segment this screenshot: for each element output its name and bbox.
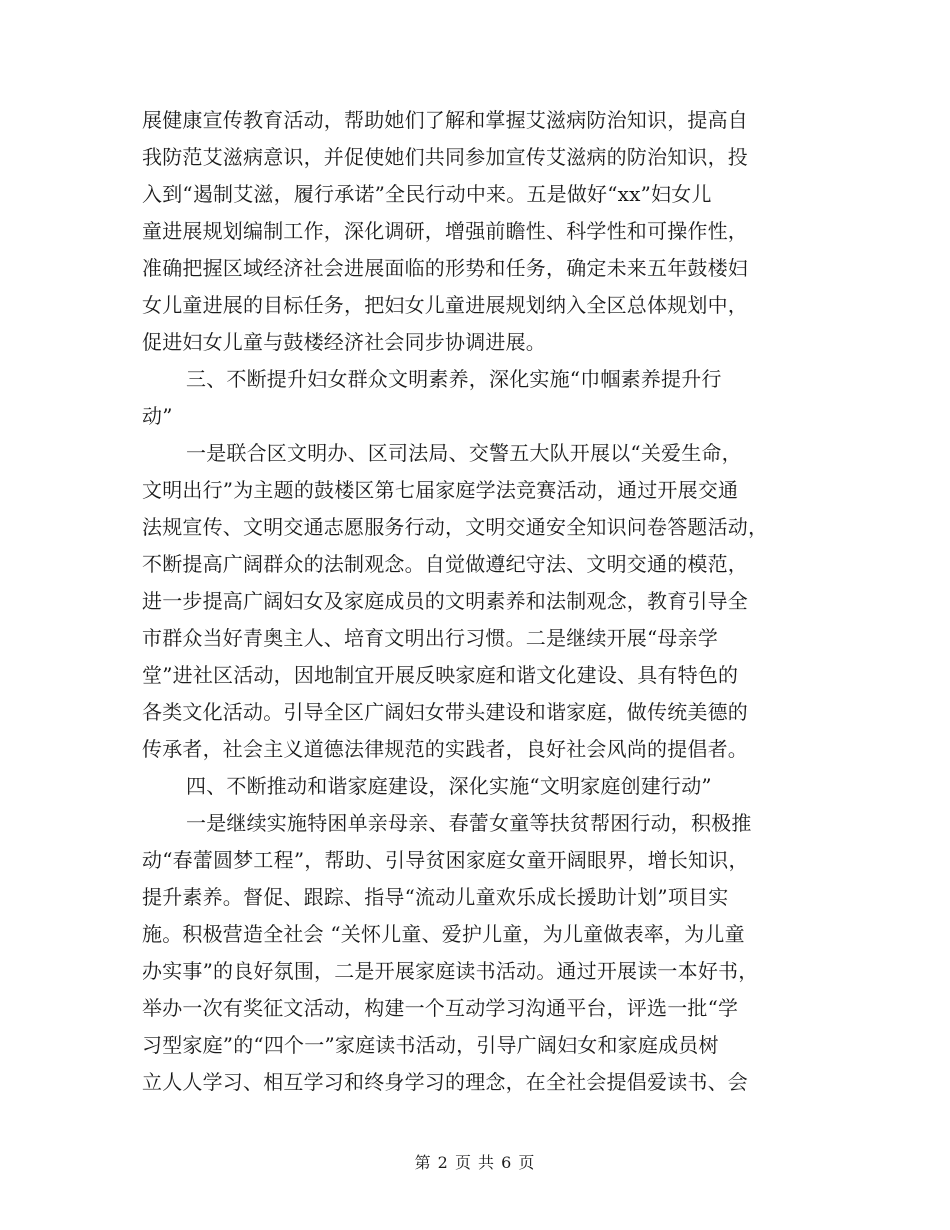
text-line: 办实事”的良好氛围，二是开展家庭读书活动。通过开展读一本好书， [142, 959, 759, 983]
section-heading-continued: 动” [142, 404, 173, 428]
text-line: 各类文化活动。引导全区广阔妇女带头建设和谐家庭，做传统美德的 [142, 700, 748, 724]
text-line: 市群众当好青奥主人、培育文明出行习惯。二是继续开展“母亲学 [142, 626, 719, 650]
section-heading: 三、不断提升妇女群众文明素养，深化实施“巾帼素养提升行 [186, 367, 722, 391]
page-number-footer: 第 2 页 共 6 页 [414, 1153, 536, 1172]
text-line: 立人人学习、相互学习和终身学习的理念，在全社会提倡爱读书、会 [142, 1070, 748, 1094]
text-line: 法规宣传、文明交通志愿服务行动，文明交通安全知识问卷答题活动， [142, 515, 769, 539]
text-line: 施。积极营造全社会 “关怀儿童、爱护儿童，为儿童做表率，为儿童 [142, 922, 745, 946]
text-line: 文明出行”为主题的鼓楼区第七届家庭学法竞赛活动，通过开展交通 [142, 478, 739, 502]
document-body [142, 102, 802, 1101]
text-line: 准确把握区域经济社会进展面临的形势和任务，确定未来五年鼓楼妇 [142, 256, 748, 280]
text-line: 女儿童进展的目标任务，把妇女儿童进展规划纳入全区总体规划中， [142, 293, 748, 317]
text-line: 动“春蕾圆梦工程”，帮助、引导贫困家庭女童开阔眼界，增长知识， [142, 848, 749, 872]
text-line: 促进妇女儿童与鼓楼经济社会同步协调进展。 [142, 330, 546, 354]
text-line: 举办一次有奖征文活动，构建一个互动学习沟通平台，评选一批“学 [142, 996, 739, 1020]
paragraph-start: 一是联合区文明办、区司法局、交警五大队开展以“关爱生命， [186, 441, 742, 465]
text-line: 传承者，社会主义道德法律规范的实践者，良好社会风尚的提倡者。 [142, 737, 748, 761]
text-line: 不断提高广阔群众的法制观念。自觉做遵纪守法、文明交通的模范， [142, 552, 748, 576]
section-heading: 四、不断推动和谐家庭建设，深化实施“文明家庭创建行动” [186, 774, 712, 798]
text-line: 展健康宣传教育活动，帮助她们了解和掌握艾滋病防治知识，提高自 [142, 108, 748, 132]
text-line: 进一步提高广阔妇女及家庭成员的文明素养和法制观念，教育引导全 [142, 589, 748, 613]
text-line: 提升素养。督促、跟踪、指导“流动儿童欢乐成长援助计划”项目实 [142, 885, 729, 909]
text-line: 入到“遏制艾滋，履行承诺”全民行动中来。五是做好“xx”妇女儿 [142, 182, 712, 206]
paragraph-start: 一是继续实施特困单亲母亲、春蕾女童等扶贫帮困行动，积极推 [186, 811, 752, 835]
text-line: 习型家庭”的“四个一”家庭读书活动，引导广阔妇女和家庭成员树 [142, 1033, 719, 1057]
text-line: 童进展规划编制工作，深化调研，增强前瞻性、科学性和可操作性， [142, 219, 748, 243]
text-line: 我防范艾滋病意识，并促使她们共同参加宣传艾滋病的防治知识，投 [142, 145, 748, 169]
text-line: 堂”进社区活动，因地制宜开展反映家庭和谐文化建设、具有特色的 [142, 663, 739, 687]
